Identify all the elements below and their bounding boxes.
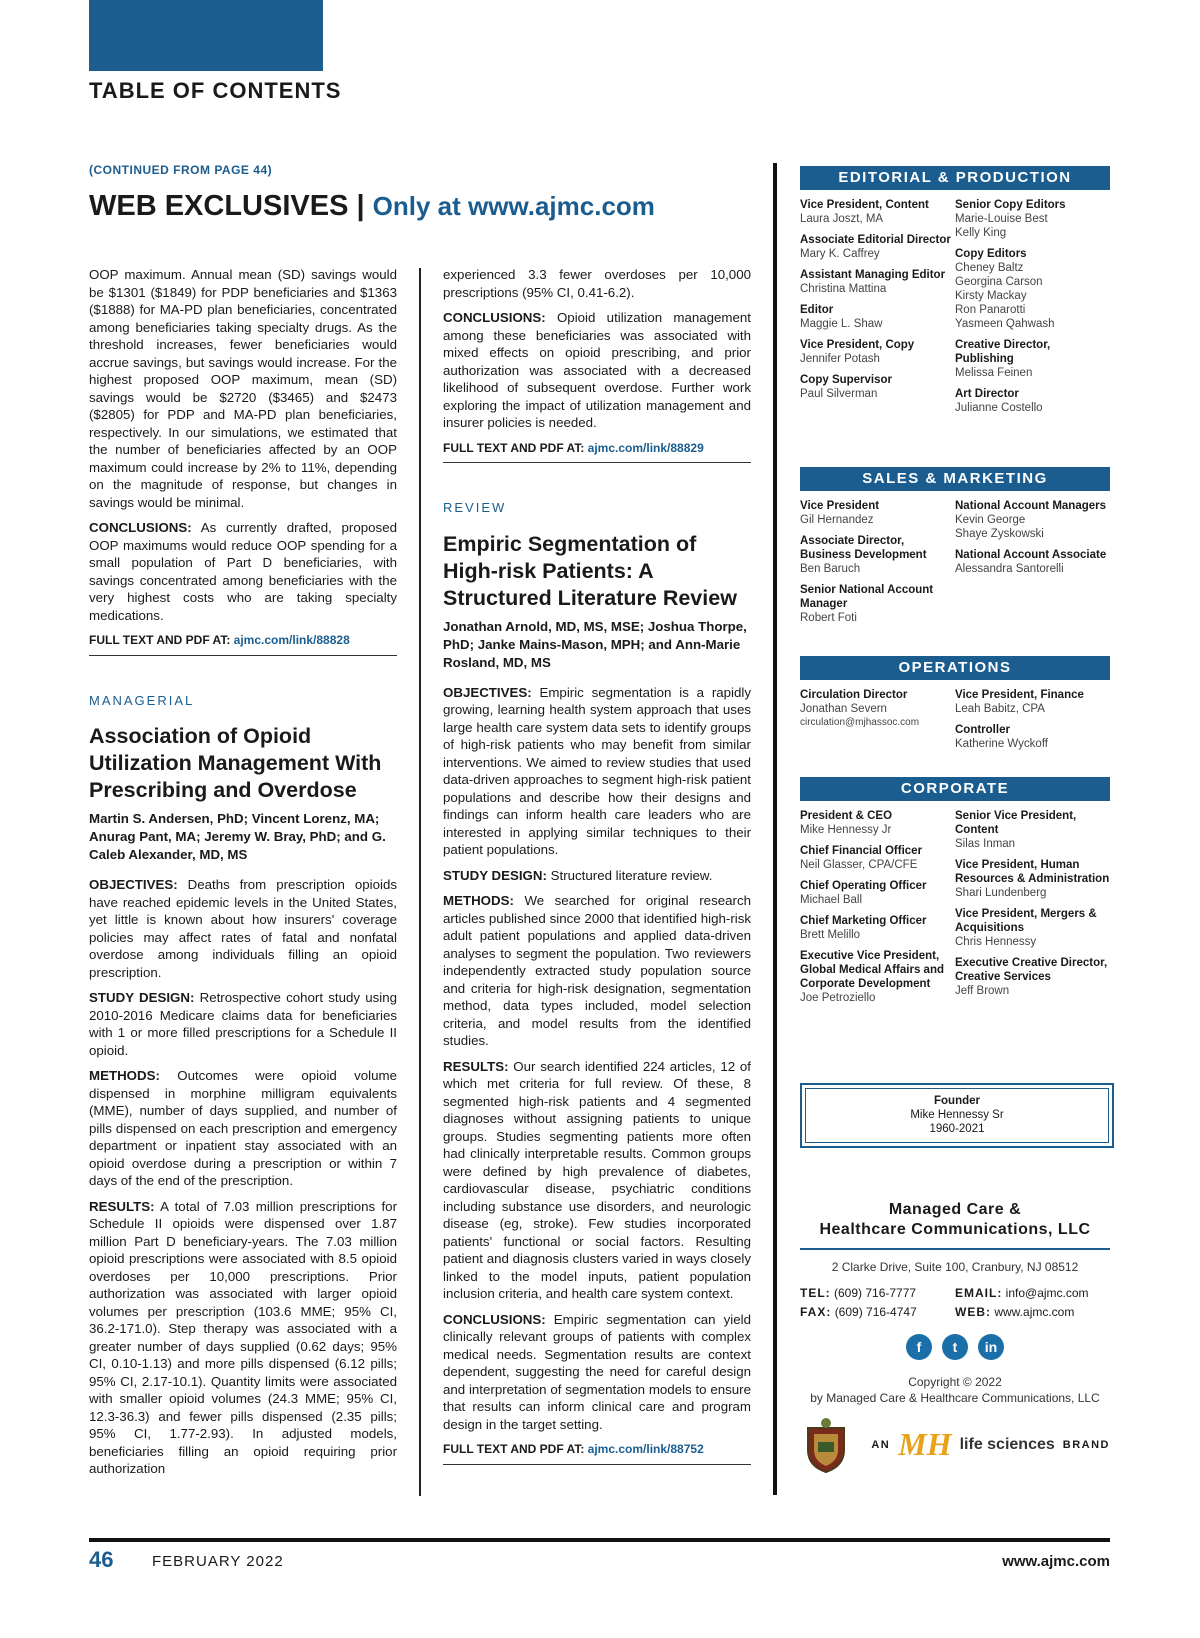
article-title: Association of Opioid Utilization Management With Prescribing and Overdose	[89, 724, 382, 802]
staff-role: National Account Managers	[955, 500, 1107, 512]
company-address: 2 Clarke Drive, Suite 100, Cranbury, NJ 08512	[831, 1259, 1079, 1274]
staff-role: Editor	[800, 304, 834, 316]
staff-role: Vice President, Content	[800, 199, 929, 211]
staff-entry	[955, 809, 1110, 851]
paragraph: CONCLUSIONS: Empiric segmentation can yield clinically relevant groups of patients with complex medical needs. Segmentation results are context dependent, suggesting the need for careful design and interpretation of segmentation models to ensure that results can inform clinical care and program design in the target setting.	[443, 1311, 751, 1432]
staff-role: Vice President, Mergers & Acquisitions	[955, 908, 1097, 934]
paragraph: RESULTS: Our search identified 224 articles, 12 of which met criteria for full review. Of these, 8 segmented high-risk patients and 4 segmented diagnoses without assigning patients to unique groups. Studies segmenting patients more often had clinically interpretable results. Common groups were defined by high prevalence of diabetes, cardiovascular disease, psychiatric conditions including substance use disorders, and neurologic disease (eg, stroke). Few studies incorporated patients' functional or social factors. Resulting patient and diagnosis clusters varied in ways closely linked to the model inputs, patient population inclusion criteria, and health care system context.	[443, 1058, 751, 1301]
staff-entry	[800, 338, 955, 366]
staff-name: Leah Babitz, CPA	[955, 703, 1045, 715]
staff-entry	[955, 247, 1110, 331]
staff-entry	[800, 844, 955, 872]
staff-role: Chief Marketing Officer	[800, 915, 927, 927]
article-authors: Jonathan Arnold, MD, MS, MSE; Joshua Thorpe, PhD; Janke Mains-Mason, MPH; and Ann-Marie Rosland, MD, MS	[443, 618, 747, 670]
staff-column	[800, 688, 955, 758]
life-sciences-logo: life sciences	[959, 1435, 1055, 1453]
staff-entry	[955, 198, 1110, 240]
staff-name: Gil Hernandez	[800, 514, 874, 526]
staff-name: Melissa Feinen	[955, 367, 1033, 379]
staff-entry	[955, 956, 1110, 998]
section-band: OPERATIONS	[800, 656, 1110, 680]
staff-role: Controller	[955, 724, 1010, 736]
staff-name: Julianne Costello	[955, 402, 1043, 414]
contact-block: TEL: (609) 716-7777 FAX: (609) 716-4747 EMAIL: info@ajmc.com WEB: www.ajmc.com	[800, 1285, 1089, 1319]
header-color-bar	[89, 0, 323, 71]
footer-rule	[89, 1538, 1110, 1542]
staff-entry	[800, 373, 955, 401]
staff-entry	[800, 534, 955, 576]
full-text-link-row: FULL TEXT AND PDF AT: ajmc.com/link/88828	[89, 632, 397, 656]
copyright: Copyright © 2022 by Managed Care & Healthcare Communications, LLC	[810, 1374, 1100, 1405]
staff-name: Alessandra Santorelli	[955, 563, 1064, 575]
section-band: SALES & MARKETING	[800, 467, 1110, 491]
full-text-link-row: FULL TEXT AND PDF AT: ajmc.com/link/88752	[443, 1441, 751, 1465]
web-exclusives-heading	[89, 190, 655, 223]
founder-label: Founder	[934, 1095, 980, 1107]
page-number: 46	[89, 1547, 114, 1572]
column-1	[89, 266, 397, 1486]
staff-name: Maggie L. Shaw	[800, 318, 883, 330]
website-link[interactable]: www.ajmc.com	[994, 1304, 1075, 1319]
section-band: CORPORATE	[800, 777, 1110, 801]
staff-name: Laura Joszt, MA	[800, 213, 884, 225]
issue-date: FEBRUARY 2022	[152, 1553, 284, 1570]
paragraph: RESULTS: A total of 7.03 million prescriptions for Schedule II opioids were dispensed over 1.87 million Part D beneficiary-years. The 7.03 million opioid prescriptions were associated with 8.5 opioid overdoses per 10,000 prescriptions. Prior authorization was associated with larger opioid volumes per prescription (103.6 MME; 95% CI, 36.2-171.0). Step therapy was associated with a greater number of days supplied (0.62 days; 95% CI, 0.10-1.13) and more pills dispensed (6.12 pills; 95% CI, 2.17-10.1). Quantity limits were associated with smaller opioid volumes (24.3 MME; 95% CI, 12.3-36.3) and fewer pills dispensed (2.35 pills; 95% CI, 1.77-2.93). In adjusted models, beneficiaries filling an opioid requiring prior authorization	[89, 1198, 398, 1476]
staff-entry	[800, 809, 955, 837]
section-tag: REVIEW	[443, 500, 507, 515]
continued-note: (CONTINUED FROM PAGE 44)	[89, 163, 273, 177]
staff-entry	[800, 233, 955, 261]
linkedin-icon[interactable]: in	[978, 1334, 1004, 1360]
divider	[800, 1248, 1110, 1250]
staff-name: Joe Petroziello	[800, 992, 876, 1004]
sidebar-divider	[773, 163, 777, 1495]
staff-column	[955, 809, 1110, 1012]
staff-role: Senior Copy Editors	[955, 199, 1066, 211]
staff-role: Creative Director, Publishing	[955, 339, 1051, 365]
full-text-link-row: FULL TEXT AND PDF AT: ajmc.com/link/88829	[443, 440, 751, 464]
fax-number: (609) 716-4747	[834, 1304, 917, 1319]
email-link[interactable]: info@ajmc.com	[1005, 1285, 1089, 1300]
staff-name: Brett Melillo	[800, 929, 861, 941]
phone-number[interactable]: (609) 716-7777	[834, 1285, 917, 1300]
staff-name: Katherine Wyckoff	[955, 738, 1049, 750]
staff-column	[955, 198, 1110, 422]
article-authors: Martin S. Andersen, PhD; Vincent Lorenz, MA; Anurag Pant, MA; Jeremy W. Bray, PhD; and G. Caleb Alexander, MD, MS	[89, 811, 386, 862]
paragraph: CONCLUSIONS: Opioid utilization management among these beneficiaries was associated with mixed effects on opioid prescribing, and prior authorization was associated with a decreased likelihood of subsequent overdose. Further work exploring the impact of utilization management and insurer policies is needed.	[443, 310, 751, 430]
founder-box	[800, 1083, 1114, 1148]
paragraph: OOP maximum. Annual mean (SD) savings would be $1301 ($1849) for PDP beneficiaries and $1363 ($1888) for MA-PD plan beneficiaries, concentrated among beneficiaries taking specialty drugs. As the threshold increases, fewer beneficiaries would accrue savings, but savings would increase. For the highest proposed OOP maximum, mean (SD) savings would be $2720 ($3465) and $2473 ($2805) for PDP and MA-PD plan beneficiaries, respectively. In our simulations, we estimated that the number of beneficiaries affected by an OOP maximum could increase by 2% to 11%, depending on the magnitude of response, but changes in savings would be minimal.	[89, 267, 397, 510]
paragraph: STUDY DESIGN: Retrospective cohort study using 2010-2016 Medicare claims data for beneficiaries with 1 or more filled prescriptions for a Schedule II opioid.	[89, 990, 397, 1058]
staff-entry	[955, 499, 1110, 541]
staff-entry	[955, 387, 1110, 415]
staff-entry	[800, 198, 955, 226]
staff-role: Executive Vice President, Global Medical Affairs and Corporate Development	[800, 950, 944, 990]
staff-name: Christina Mattina	[800, 283, 887, 295]
staff-entry	[955, 548, 1110, 576]
staff-role: Circulation Director	[800, 689, 908, 701]
staff-role: Chief Operating Officer	[800, 880, 927, 892]
staff-role: Copy Supervisor	[800, 374, 893, 386]
staff-role: Copy Editors	[955, 248, 1027, 260]
staff-entry	[800, 303, 955, 331]
brand-row: AN MH life sciences BRAND	[800, 1416, 1110, 1474]
masthead-sales	[800, 467, 1110, 632]
staff-entry	[955, 688, 1110, 716]
paragraph: CONCLUSIONS: As currently drafted, proposed OOP maximums would reduce OOP spending for a small population of Part D beneficiaries, with savings concentrated among beneficiaries with the very highest costs who are taking specialty medications.	[89, 520, 397, 623]
staff-column	[955, 499, 1110, 632]
full-text-link[interactable]: ajmc.com/link/88752	[587, 1442, 704, 1456]
staff-name: Neil Glasser, CPA/CFE	[800, 859, 918, 871]
column-2	[443, 266, 751, 1465]
staff-name: Silas Inman	[955, 838, 1016, 850]
staff-entry	[800, 879, 955, 907]
staff-role: Senior National Account Manager	[800, 584, 934, 610]
staff-role: Art Director	[955, 388, 1019, 400]
staff-entry	[955, 338, 1110, 380]
full-text-link[interactable]: ajmc.com/link/88829	[587, 440, 704, 455]
staff-name: Robert Foti	[800, 612, 857, 624]
staff-role: Assistant Managing Editor	[800, 269, 946, 281]
facebook-icon[interactable]: f	[906, 1334, 932, 1360]
staff-name: Michael Ball	[800, 894, 862, 906]
footer-website-link[interactable]: www.ajmc.com	[1002, 1553, 1110, 1570]
staff-column	[800, 198, 955, 422]
staff-name: Ben Baruch	[800, 563, 861, 575]
staff-name: Marie-Louise Best Kelly King	[955, 213, 1048, 239]
staff-role: Vice President, Copy	[800, 339, 915, 351]
full-text-link[interactable]: ajmc.com/link/88828	[233, 633, 350, 647]
masthead-operations	[800, 656, 1110, 758]
paragraph: experienced 3.3 fewer overdoses per 10,000 prescriptions (95% CI, 0.41-6.2).	[443, 267, 751, 300]
staff-name: Shari Lundenberg	[955, 887, 1047, 899]
staff-role: Associate Editorial Director	[800, 234, 951, 246]
staff-email[interactable]: circulation@mjhassoc.com	[800, 717, 920, 728]
staff-name: Mary K. Caffrey	[800, 248, 880, 260]
staff-entry	[800, 583, 955, 625]
staff-role: Vice President	[800, 500, 880, 512]
label: CONCLUSIONS:	[89, 520, 192, 535]
staff-entry	[800, 268, 955, 296]
staff-role: Vice President, Human Resources & Administration	[955, 859, 1110, 885]
paragraph: OBJECTIVES: Deaths from prescription opioids have reached epidemic levels in the United States, yet little is known about how insurers' coverage policies may affect rates of fatal and nonfatal overdose among individuals filling an opioid prescription.	[89, 877, 397, 980]
staff-entry	[800, 949, 955, 1005]
masthead-corporate	[800, 777, 1110, 1012]
masthead-editorial	[800, 166, 1110, 422]
section-band: EDITORIAL & PRODUCTION	[800, 166, 1110, 190]
column-divider	[419, 268, 421, 1496]
staff-name: Mike Hennessy Jr	[800, 824, 892, 836]
staff-column	[800, 809, 955, 1012]
staff-column	[955, 688, 1110, 758]
founder-name: Mike Hennessy Sr	[910, 1109, 1004, 1121]
twitter-icon[interactable]: t	[942, 1334, 968, 1360]
section-tag: MANAGERIAL	[89, 692, 195, 708]
staff-name: Kevin George Shaye Zyskowski	[955, 514, 1044, 540]
founder-years: 1960-2021	[929, 1123, 985, 1135]
staff-column	[800, 499, 955, 632]
staff-entry	[955, 858, 1110, 900]
staff-role: National Account Associate	[955, 549, 1107, 561]
table-of-contents-heading: TABLE OF CONTENTS	[89, 78, 342, 103]
staff-name: Chris Hennessy	[955, 936, 1037, 948]
paragraph: OBJECTIVES: Empiric segmentation is a rapidly growing, learning health system approach that uses large health care system data sets to identify groups of high-risk patients who may benefit from similar interventions. We aimed to review studies that used data-driven approaches to segment high-risk patient populations and describe how their designs and findings can inform health care leaders who are interested in applying similar techniques to their patient populations.	[443, 684, 752, 857]
social-links	[800, 1334, 1110, 1360]
paragraph: METHODS: We searched for original research articles published since 2000 that identified high-risk adult patient populations and applied data-driven analyses to segment the population. Two reviewers independently extracted study population source and criteria for high-risk designation, segmentation method, data types included, model selection criteria, and model results from the identified studies.	[443, 893, 751, 1048]
staff-name: Jonathan Severn	[800, 703, 887, 715]
paragraph: STUDY DESIGN: Structured literature review.	[443, 867, 713, 883]
staff-entry	[955, 907, 1110, 949]
staff-name: Paul Silverman	[800, 388, 878, 400]
paragraph: METHODS: Outcomes were opioid volume dispensed in morphine milligram equivalents (MME), number of days supplied, and number of pills dispensed on each prescription and emergency department or inpatient stay associated with an opioid overdose during a prescription or within 7 days of the end of the prescription.	[89, 1068, 397, 1188]
staff-role: Associate Director, Business Development	[800, 535, 927, 561]
staff-entry	[800, 499, 955, 527]
article-title: Empiric Segmentation of High-risk Patients: A Structured Literature Review	[443, 531, 737, 610]
staff-name: Jeff Brown	[955, 985, 1010, 997]
company-name: Managed Care & Healthcare Communications, LLC	[819, 1201, 1091, 1238]
company-info	[800, 1200, 1110, 1474]
staff-entry	[800, 914, 955, 942]
crest-logo-icon	[800, 1416, 852, 1474]
web-exclusives-title: WEB EXCLUSIVES |	[89, 190, 365, 222]
staff-name: Cheney Baltz Georgina Carson Kirsty Mackay Ron Panarotti Yasmeen Qahwash	[955, 262, 1055, 330]
staff-role: Chief Financial Officer	[800, 845, 923, 857]
staff-role: President & CEO	[800, 810, 893, 822]
staff-role: Vice President, Finance	[955, 689, 1084, 701]
staff-entry	[800, 688, 955, 730]
staff-name: Jennifer Potash	[800, 353, 880, 365]
mh-logo: MH	[898, 1426, 952, 1462]
web-exclusives-link[interactable]: Only at www.ajmc.com	[372, 191, 655, 221]
staff-role: Senior Vice President, Content	[955, 810, 1077, 836]
staff-role: Executive Creative Director, Creative Services	[955, 957, 1108, 983]
staff-entry	[955, 723, 1110, 751]
